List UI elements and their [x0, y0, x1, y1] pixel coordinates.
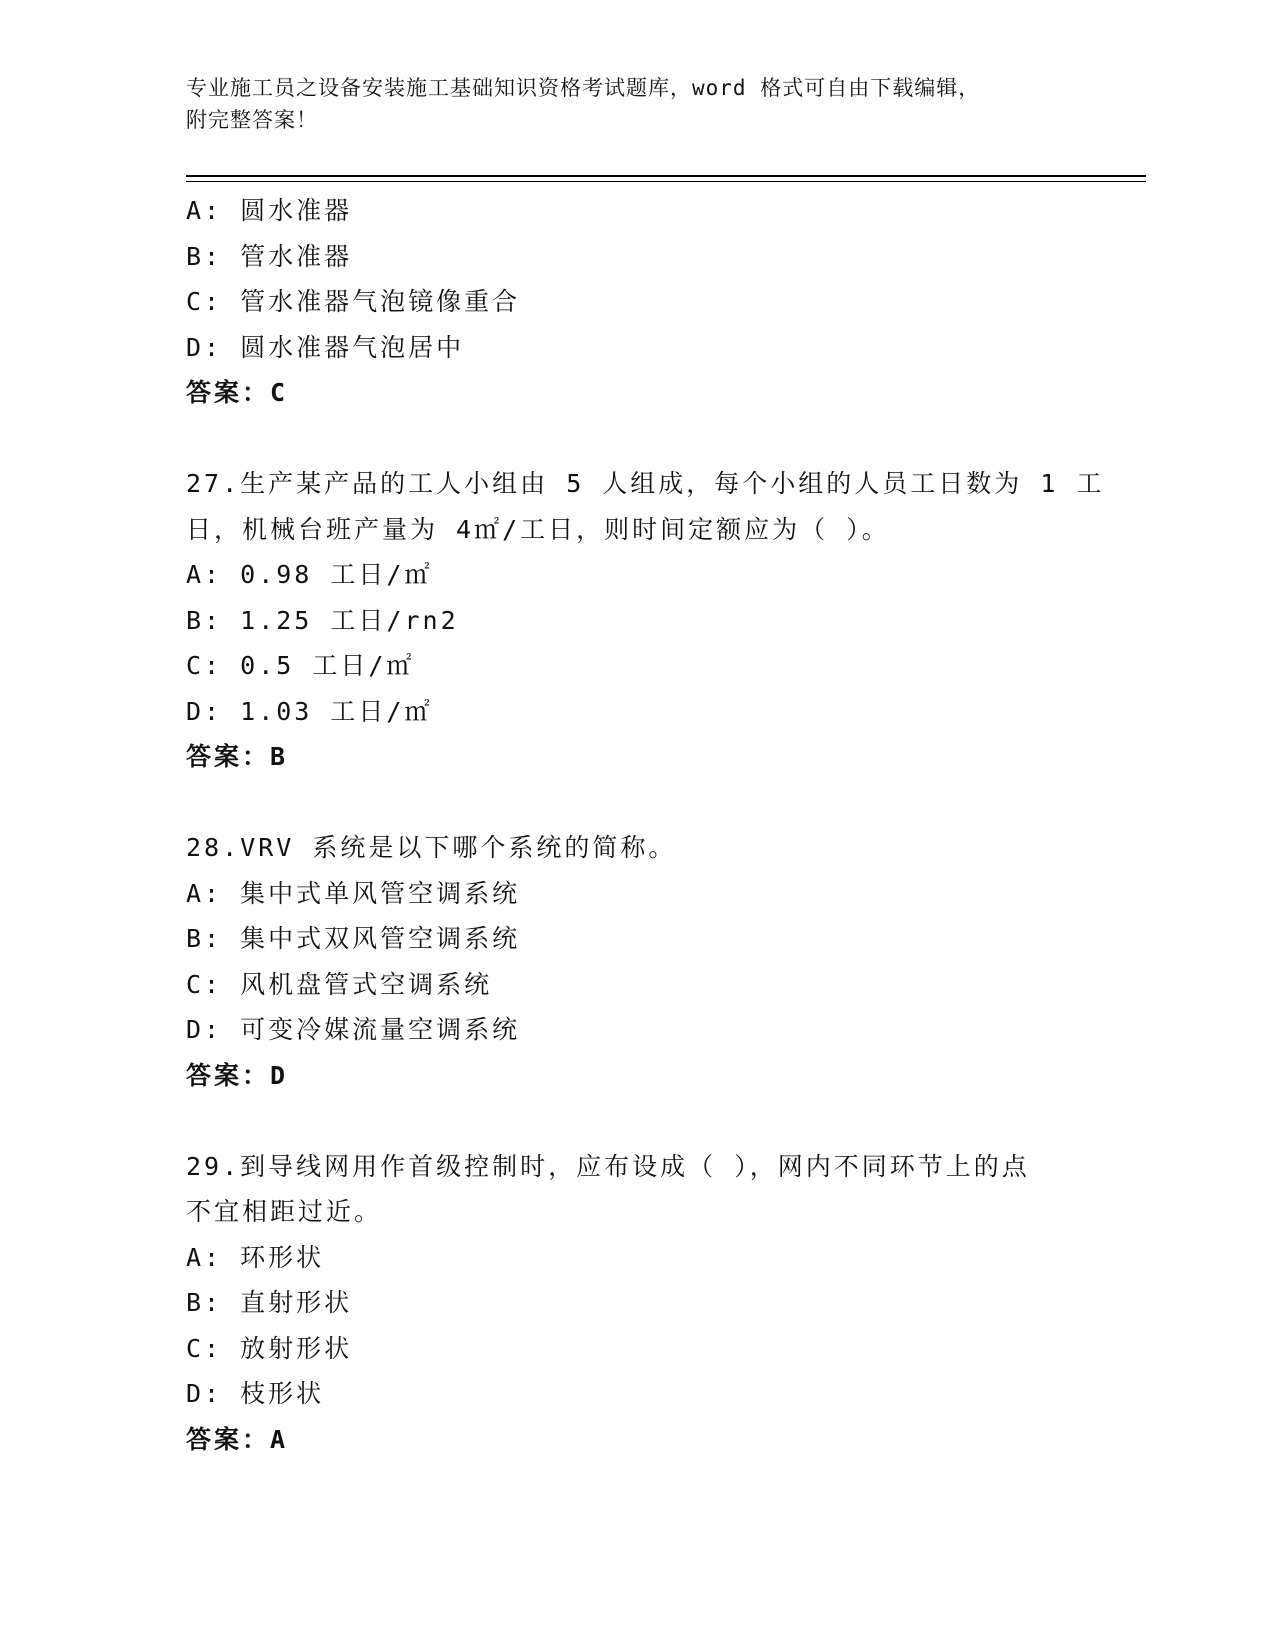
option-a: A: 0.98 工日/㎡: [186, 560, 433, 589]
option-a: A: 环形状: [186, 1242, 325, 1272]
question-29: [186, 1144, 1086, 1463]
option-d: D: 枝形状: [186, 1379, 325, 1408]
option-b: B: 集中式双风管空调系统: [186, 924, 521, 953]
header-rule-thick: [186, 175, 1146, 177]
header-line-1: 专业施工员之设备安装施工基础知识资格考试题库，word 格式可自由下载编辑，: [186, 76, 981, 100]
answer: 答案：B: [186, 742, 289, 771]
option-d: D: 1.03 工日/㎡: [186, 696, 433, 726]
header-line-2: 附完整答案！: [186, 108, 318, 132]
question-stem: 28.VRV 系统是以下哪个系统的简称。: [186, 833, 677, 862]
option-b: B: 1.25 工日/rn2: [186, 605, 459, 635]
question-stem: 27.生产某产品的工人小组由 5 人组成，每个小组的人员工日数为 1 工: [186, 469, 1105, 498]
option-c: C: 0.5 工日/㎡: [186, 651, 415, 680]
option-c: C: 放射形状: [186, 1333, 353, 1363]
question-stem-cont: 不宜相距过近。: [186, 1197, 383, 1226]
header-rule-thin: [186, 181, 1146, 182]
option-b: B: 管水准器: [186, 241, 353, 271]
document-header: [186, 72, 1066, 136]
spacer: [186, 780, 1086, 826]
option-b: B: 直射形状: [186, 1288, 353, 1317]
question-26: [186, 188, 1086, 416]
option-d: D: 可变冷媒流量空调系统: [186, 1015, 521, 1044]
option-d: D: 圆水准器气泡居中: [186, 332, 465, 362]
question-28: [186, 825, 1086, 1098]
question-list: [186, 188, 1105, 1462]
answer: 答案：D: [186, 1060, 289, 1090]
question-stem-cont: 日，机械台班产量为 4㎡/工日，则时间定额应为（ ）。: [186, 514, 890, 544]
question-stem: 29.到导线网用作首级控制时，应布设成（ ），网内不同环节上的点: [186, 1151, 1030, 1181]
option-c: C: 风机盘管式空调系统: [186, 969, 493, 999]
spacer: [186, 416, 1086, 462]
option-c: C: 管水准器气泡镜像重合: [186, 287, 521, 316]
spacer: [186, 1098, 1086, 1144]
question-27: [186, 461, 1105, 780]
answer: 答案：A: [186, 1424, 289, 1454]
option-a: A: 圆水准器: [186, 196, 353, 225]
option-a: A: 集中式单风管空调系统: [186, 878, 521, 908]
answer: 答案：C: [186, 378, 289, 407]
